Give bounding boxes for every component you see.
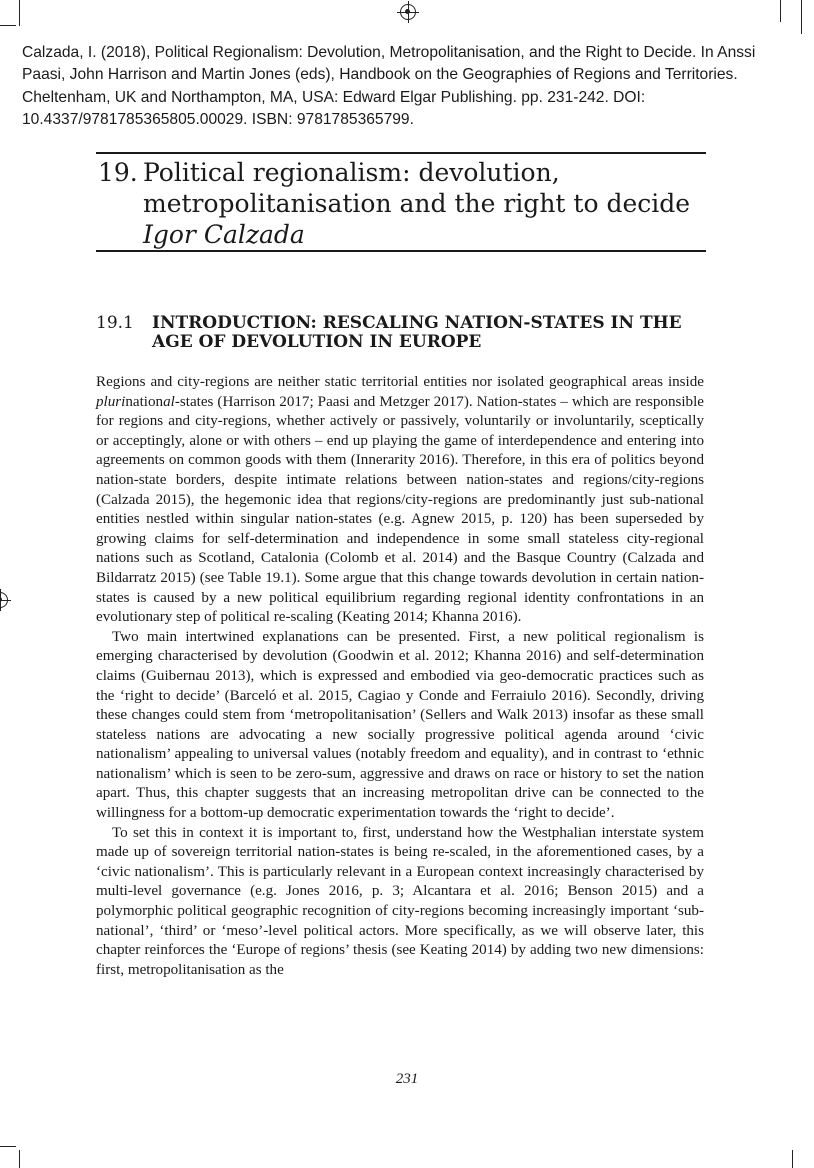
crop-mark <box>0 1146 16 1147</box>
chapter-title-line: metropolitanisation and the right to decide <box>143 189 691 218</box>
section-title-line: AGE OF DEVOLUTION IN EUROPE <box>152 332 482 352</box>
crop-mark <box>792 1150 793 1168</box>
chapter-heading <box>96 157 706 250</box>
paragraph: To set this in context it is important to, first, understand how the Westphalian interstate system made up of sovereign territorial nation-states is being re-scaled, in the aforementioned cases, by a ‘civic nationalism’. This is particularly relevant in a European context increasingly characterised by multi-level governance (e.g. Jones 2016, p. 3; Alcantara et al. 2016; Benson 2015) and a polymorphic political geographic recognition of city-regions becoming increasingly important ‘sub-national’, ‘third’ or ‘meso’-level political actors. More specifically, as we will observe later, this chapter reinforces the ‘Europe of regions’ thesis (see Keating 2014) by adding two new dimensions: first, metropolitanisation as the <box>96 824 704 978</box>
crop-mark <box>19 0 20 26</box>
crop-mark <box>801 0 802 34</box>
chapter-top-rule <box>96 152 706 154</box>
crop-mark <box>0 25 16 26</box>
registration-mark-icon <box>0 592 8 608</box>
chapter-number: 19. <box>98 158 138 187</box>
section-number: 19.1 <box>96 313 134 333</box>
crop-mark <box>780 0 781 22</box>
paragraph: Two main intertwined explanations can be presented. First, a new political regionalism is emerging characterised by devolution (Goodwin et al. 2012; Khanna 2016) and self-determination claims (Guibernau 2013), which is expressed and embodied via geo-democratic practices such as the ‘right to decide’ (Barceló et al. 2015, Cagiao y Conde and Ferraiulo 2016). Secondly, driving these changes could stem from ‘metropolitanisation’ (Sellers and Walk 2013) insofar as these small stateless nations are advocating a new socially progressive political agenda around ‘civic nationalism’ appealing to universal values (notably freedom and equality), and in contrast to ‘ethnic nationalism’ which is seen to be zero-sum, aggressive and draws on race or history to set the nation apart. Thus, this chapter suggests that an increasing metropolitan drive can be connected to the willingness for a bottom-up democratic experimentation towards the ‘right to decide’. <box>96 628 704 822</box>
body-text <box>96 373 704 980</box>
crop-mark <box>19 1150 20 1168</box>
section-heading <box>96 314 706 352</box>
registration-mark-icon <box>400 4 416 20</box>
chapter-author: Igor Calzada <box>143 220 305 249</box>
paragraph: Regions and city-regions are neither static territorial entities nor isolated geographical areas inside plurinational-states (Harrison 2017; Paasi and Metzger 2017). Nation-states – which are responsible for regions and city-regions, whether actively or passively, voluntarily or involuntarily, sceptically or acceptingly, alone or with others – end up playing the game of interdependence and entering into agreements on common goods with them (Innerarity 2016). Therefore, in this era of politics beyond nation-state borders, despite intimate relations between nation-states and regions/city-regions (Calzada 2015), the hegemonic idea that regions/city-regions are predominantly just sub-national entities nestled within singular nation-states (e.g. Agnew 2015, p. 120) has been superseded by growing claims for self-determination and independence in some small stateless city-regional nations such as Scotland, Catalonia (Colomb et al. 2014) and the Basque Country (Calzada and Bildarratz 2015) (see Table 19.1). Some argue that this change towards devolution in certain nation-states is caused by a new political equilibrium regarding regional identity confrontations in an evolutionary step of political re-scaling (Keating 2014; Khanna 2016). <box>96 374 704 626</box>
page-number: 231 <box>395 1071 419 1087</box>
section-title-line: INTRODUCTION: RESCALING NATION-STATES IN THE <box>152 313 682 333</box>
chapter-bottom-rule <box>96 250 706 252</box>
citation-header: Calzada, I. (2018), Political Regionalism: Devolution, Metropolitanisation, and the Right to Decide. In Anssi Paasi, John Harrison and Martin Jones (eds), Handbook on the Geographies of Regions and Territories. Cheltenham, UK and Northampton, MA, USA: Edward Elgar Publishing. pp. 231-242. DOI: 10.4337/9781785365805.00029. ISBN: 9781785365799. <box>22 44 756 128</box>
chapter-title-line: Political regionalism: devolution, <box>143 158 560 187</box>
